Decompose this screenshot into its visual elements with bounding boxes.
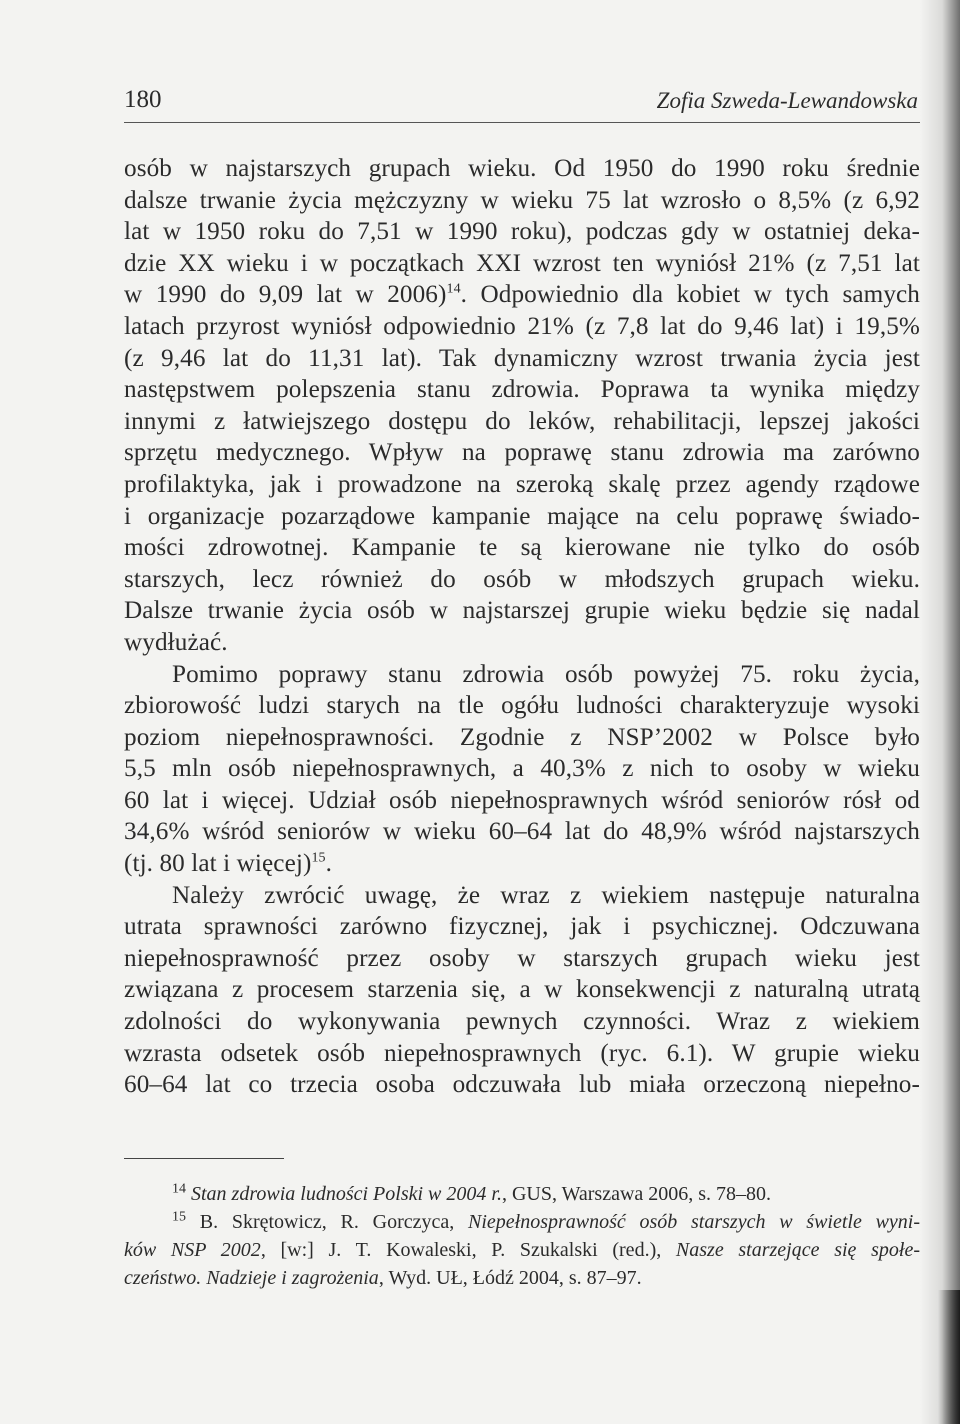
body-line: osób w najstarszych grupach wieku. Od 1950 do 1990 roku średnie bbox=[124, 155, 920, 182]
body-text-fragment: w 1990 do 9,09 lat w 2006) bbox=[124, 281, 447, 309]
page-number: 180 bbox=[124, 86, 162, 113]
footnote-rule bbox=[124, 1158, 284, 1159]
header-rule bbox=[124, 122, 920, 123]
body-line: dalsze trwanie życia mężczyzny w wieku 75 lat wzrosło o 8,5% (z 6,92 bbox=[124, 186, 920, 214]
body-line: 60–64 lat co trzecia osoba odczuwała lub miała orzeczoną niepełno- bbox=[124, 1071, 920, 1099]
body-line: 34,6% wśród seniorów w wieku 60–64 lat do 48,9% wśród najstarszych bbox=[124, 818, 920, 846]
body-line bbox=[124, 279, 920, 311]
body-text-fragment: (tj. 80 lat i więcej) bbox=[124, 850, 312, 878]
body-line: następstwem polepszenia stanu zdrowia. Poprawa ta wynika między bbox=[124, 376, 920, 404]
footnote-title: Stan zdrowia ludności Polski w 2004 r. bbox=[191, 1183, 502, 1205]
footnote-text: , GUS, Warszawa 2006, s. 78–80. bbox=[501, 1183, 772, 1205]
body-line: 60 lat i więcej. Udział osób niepełnosprawnych wśród seniorów rósł od bbox=[124, 786, 920, 814]
body-line: zbiorowość ludzi starych na tle ogółu ludności charakteryzuje wysoki bbox=[124, 692, 920, 720]
body-line: lat w 1950 roku do 7,51 w 1990 roku), podczas gdy w ostatniej deka- bbox=[124, 218, 920, 246]
body-line: mości zdrowotnej. Kampanie te są kierowane nie tylko do osób bbox=[124, 534, 920, 562]
body-line: dzie XX wieku i w początkach XXI wzrost ten wyniósł 21% (z 7,51 lat bbox=[124, 249, 920, 277]
body-text bbox=[124, 153, 920, 1101]
footnote-title: Niepełnosprawność osób starszych w świetle wyni- bbox=[467, 1211, 921, 1233]
footnote-title: ków NSP 2002 bbox=[124, 1239, 261, 1261]
footnote-title: czeństwo. Nadzieje i zagrożenia bbox=[124, 1267, 379, 1289]
footnote-title: Nasze starzejące się społe- bbox=[675, 1239, 920, 1261]
footnote-15-line bbox=[124, 1236, 920, 1264]
body-line: utrata sprawności zarówno fizycznej, jak i psychicznej. Odczuwana bbox=[124, 913, 920, 941]
body-line: Pomimo poprawy stanu zdrowia osób powyżej 75. roku życia, bbox=[172, 660, 920, 688]
body-text-fragment: . Odpowiednio dla kobiet w tych samych bbox=[460, 281, 921, 309]
body-line: zdolności do wykonywania pewnych czynności. Wraz z wiekiem bbox=[124, 1008, 920, 1036]
footnote-15-line bbox=[124, 1208, 920, 1236]
footnote-mark: 14 bbox=[172, 1181, 186, 1197]
footnote-ref-14: 14 bbox=[446, 281, 461, 297]
body-line: związana z procesem starzenia się, a w konsekwencji z naturalną utratą bbox=[124, 976, 920, 1004]
footnotes bbox=[124, 1180, 920, 1292]
footnote-text: , Wyd. UŁ, Łódź 2004, s. 87–97. bbox=[378, 1267, 642, 1289]
footnote-ref-15: 15 bbox=[311, 850, 326, 866]
body-line: profilaktyka, jak i prowadzone na szeroką skalę przez agendy rządowe bbox=[124, 470, 920, 498]
page-header bbox=[124, 86, 920, 120]
footnote-14 bbox=[124, 1180, 920, 1208]
body-line: i organizacje pozarządowe kampanie mające na celu poprawę świado- bbox=[124, 502, 920, 530]
body-line: (z 9,46 lat do 11,31 lat). Tak dynamiczny wzrost trwania życia jest bbox=[124, 344, 920, 372]
body-text-fragment: . bbox=[325, 850, 333, 878]
body-line: niepełnosprawność przez osoby w starszych grupach wieku jest bbox=[124, 944, 920, 972]
body-line: poziom niepełnosprawności. Zgodnie z NSP’2002 w Polsce było bbox=[124, 723, 920, 751]
body-line: starszych, lecz również do osób w młodszych grupach wieku. bbox=[124, 565, 920, 593]
page-spine-shadow bbox=[920, 0, 960, 1424]
body-line: Dalsze trwanie życia osób w najstarszej grupie wieku będzie się nadal bbox=[124, 597, 920, 625]
body-line: sprzętu medycznego. Wpływ na poprawę stanu zdrowia ma zarówno bbox=[124, 439, 920, 467]
page-corner-shadow bbox=[938, 1290, 960, 1424]
body-line bbox=[124, 848, 920, 880]
footnote-text: B. Skrętowicz, R. Gorczyca, bbox=[199, 1211, 468, 1233]
footnote-15-line bbox=[124, 1264, 920, 1292]
body-line: innymi z łatwiejszego dostępu do leków, rehabilitacji, lepszej jakości bbox=[124, 407, 920, 435]
body-line: wzrasta odsetek osób niepełnosprawnych (ryc. 6.1). W grupie wieku bbox=[124, 1039, 920, 1067]
running-head-author: Zofia Szweda-Lewandowska bbox=[656, 88, 918, 113]
footnote-text: , [w:] J. T. Kowaleski, P. Szukalski (red.), bbox=[260, 1239, 676, 1261]
body-line: latach przyrost wyniósł odpowiednio 21% (z 7,8 lat do 9,46 lat) i 19,5% bbox=[124, 312, 920, 340]
body-line: wydłużać. bbox=[124, 628, 228, 656]
body-line: 5,5 mln osób niepełnosprawnych, a 40,3% z nich to osoby w wieku bbox=[124, 755, 920, 783]
body-line: Należy zwrócić uwagę, że wraz z wiekiem następuje naturalna bbox=[172, 881, 920, 909]
footnote-mark: 15 bbox=[172, 1209, 186, 1225]
